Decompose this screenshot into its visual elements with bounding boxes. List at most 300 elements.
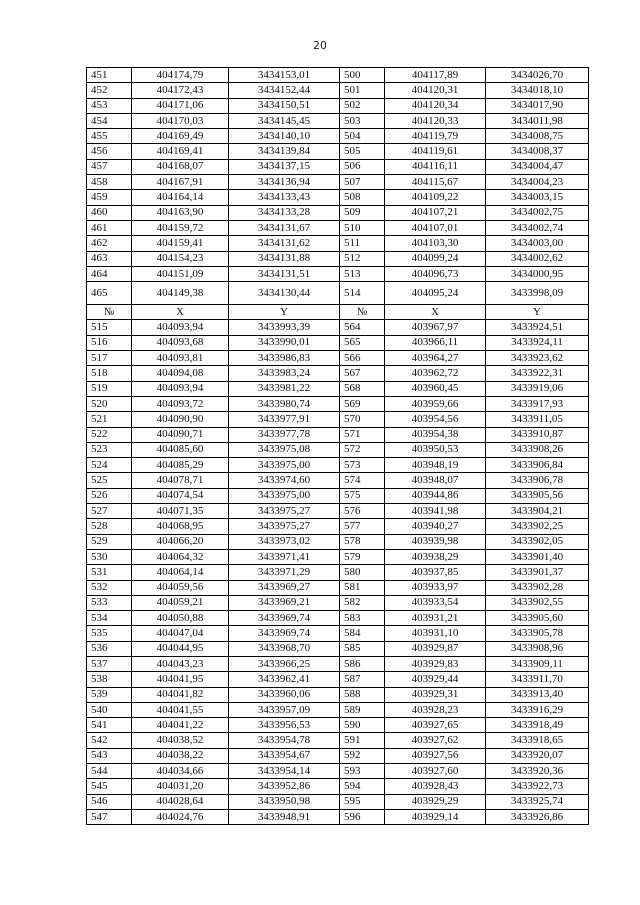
table-cell: 404090,71 xyxy=(132,427,229,442)
table-cell: 594 xyxy=(340,779,385,794)
table-cell: 510 xyxy=(340,220,385,235)
table-cell: 3434004,23 xyxy=(486,175,589,190)
table-cell: 404041,82 xyxy=(132,687,229,702)
table-cell: 3433909,11 xyxy=(486,656,589,671)
table-cell: 577 xyxy=(340,519,385,534)
table-cell: 582 xyxy=(340,595,385,610)
table-row xyxy=(87,366,589,381)
table-cell: 530 xyxy=(87,549,132,564)
table-row xyxy=(87,626,589,641)
table-cell: 404094,08 xyxy=(132,366,229,381)
table-cell: 3434002,75 xyxy=(486,205,589,220)
table-cell: 403927,62 xyxy=(385,733,486,748)
table-cell: 523 xyxy=(87,442,132,457)
table-cell: 533 xyxy=(87,595,132,610)
table-cell: 3434003,00 xyxy=(486,236,589,251)
table-cell: 541 xyxy=(87,718,132,733)
table-cell: 403933,97 xyxy=(385,580,486,595)
table-cell: 404119,61 xyxy=(385,144,486,159)
table-cell: 575 xyxy=(340,488,385,503)
table-cell: 404093,94 xyxy=(132,320,229,335)
table-cell: 404116,11 xyxy=(385,159,486,174)
table-cell: 404050,88 xyxy=(132,611,229,626)
table-cell: 3433975,00 xyxy=(229,458,340,473)
table-cell: 511 xyxy=(340,236,385,251)
table-cell: 404096,73 xyxy=(385,266,486,281)
table-cell: 536 xyxy=(87,641,132,656)
table-cell: 404074,54 xyxy=(132,488,229,503)
header-cell: № xyxy=(340,305,385,320)
table-cell: 452 xyxy=(87,83,132,98)
table-cell: 403948,19 xyxy=(385,458,486,473)
table-cell: 518 xyxy=(87,366,132,381)
table-cell: 404170,03 xyxy=(132,113,229,128)
table-cell: 3433918,49 xyxy=(486,718,589,733)
table-cell: 584 xyxy=(340,626,385,641)
table-cell: 3433916,29 xyxy=(486,702,589,717)
table-cell: 3433962,41 xyxy=(229,672,340,687)
table-cell: 3433990,01 xyxy=(229,335,340,350)
table-row xyxy=(87,442,589,457)
table-row xyxy=(87,794,589,809)
table-cell: 512 xyxy=(340,251,385,266)
table-cell: 453 xyxy=(87,98,132,113)
table-cell: 403929,31 xyxy=(385,687,486,702)
table-row xyxy=(87,351,589,366)
table-cell: 520 xyxy=(87,396,132,411)
table-cell: 3434133,43 xyxy=(229,190,340,205)
table-cell: 3433910,87 xyxy=(486,427,589,442)
table-cell: 3433971,41 xyxy=(229,549,340,564)
table-cell: 404120,33 xyxy=(385,113,486,128)
table-cell: 404103,30 xyxy=(385,236,486,251)
table-cell: 501 xyxy=(340,83,385,98)
table-cell: 404064,14 xyxy=(132,565,229,580)
table-cell: 513 xyxy=(340,266,385,281)
table-cell: 3433905,56 xyxy=(486,488,589,503)
table-cell: 458 xyxy=(87,175,132,190)
table-row xyxy=(87,83,589,98)
table-cell: 529 xyxy=(87,534,132,549)
table-cell: 3433969,74 xyxy=(229,626,340,641)
table-cell: 3433948,91 xyxy=(229,809,340,824)
table-cell: 404109,22 xyxy=(385,190,486,205)
table-row xyxy=(87,129,589,144)
table-cell: 3433908,26 xyxy=(486,442,589,457)
table-cell: 3433975,27 xyxy=(229,504,340,519)
table-cell: 3434000,95 xyxy=(486,266,589,281)
table-cell: 3433981,22 xyxy=(229,381,340,396)
header-cell: X xyxy=(132,305,229,320)
table-cell: 3433975,27 xyxy=(229,519,340,534)
table-row xyxy=(87,672,589,687)
table-cell: 465 xyxy=(87,282,132,305)
table-cell: 542 xyxy=(87,733,132,748)
table-cell: 464 xyxy=(87,266,132,281)
header-cell: X xyxy=(385,305,486,320)
table-cell: 515 xyxy=(87,320,132,335)
table-cell: 3433904,21 xyxy=(486,504,589,519)
table-cell: 403944,86 xyxy=(385,488,486,503)
table-cell: 403928,23 xyxy=(385,702,486,717)
table-cell: 404171,06 xyxy=(132,98,229,113)
table-cell: 531 xyxy=(87,565,132,580)
table-cell: 545 xyxy=(87,779,132,794)
table-cell: 3434139,84 xyxy=(229,144,340,159)
table-cell: 516 xyxy=(87,335,132,350)
table-cell: 460 xyxy=(87,205,132,220)
table-cell: 535 xyxy=(87,626,132,641)
table-cell: 526 xyxy=(87,488,132,503)
header-cell: Y xyxy=(486,305,589,320)
table-cell: 3434008,37 xyxy=(486,144,589,159)
table-cell: 403950,53 xyxy=(385,442,486,457)
table-cell: 404093,81 xyxy=(132,351,229,366)
table-cell: 564 xyxy=(340,320,385,335)
table-cell: 3433919,06 xyxy=(486,381,589,396)
table-cell: 3433902,55 xyxy=(486,595,589,610)
table-cell: 404120,31 xyxy=(385,83,486,98)
table-cell: 3433952,86 xyxy=(229,779,340,794)
table-cell: 3433911,05 xyxy=(486,412,589,427)
table-row xyxy=(87,718,589,733)
table-cell: 508 xyxy=(340,190,385,205)
table-cell: 3433973,02 xyxy=(229,534,340,549)
table-cell: 404031,20 xyxy=(132,779,229,794)
table-cell: 403964,27 xyxy=(385,351,486,366)
table-row xyxy=(87,175,589,190)
table-cell: 3433902,28 xyxy=(486,580,589,595)
table-cell: 404168,07 xyxy=(132,159,229,174)
table-cell: 3434131,62 xyxy=(229,236,340,251)
table-cell: 566 xyxy=(340,351,385,366)
table-cell: 524 xyxy=(87,458,132,473)
table-cell: 571 xyxy=(340,427,385,442)
table-row xyxy=(87,687,589,702)
table-cell: 3433922,31 xyxy=(486,366,589,381)
table-cell: 3433980,74 xyxy=(229,396,340,411)
table-cell: 404038,22 xyxy=(132,748,229,763)
table-cell: 3433986,83 xyxy=(229,351,340,366)
table-cell: 3433920,36 xyxy=(486,764,589,779)
table-cell: 3434018,10 xyxy=(486,83,589,98)
table-cell: 591 xyxy=(340,733,385,748)
table-cell: 404154,23 xyxy=(132,251,229,266)
table-cell: 3433975,00 xyxy=(229,488,340,503)
table-cell: 532 xyxy=(87,580,132,595)
table-cell: 403960,45 xyxy=(385,381,486,396)
table-cell: 404078,71 xyxy=(132,473,229,488)
table-cell: 546 xyxy=(87,794,132,809)
table-cell: 404034,66 xyxy=(132,764,229,779)
table-cell: 586 xyxy=(340,656,385,671)
table-cell: 589 xyxy=(340,702,385,717)
table-row xyxy=(87,473,589,488)
table-cell: 3433923,62 xyxy=(486,351,589,366)
table-row xyxy=(87,702,589,717)
table-cell: 403959,66 xyxy=(385,396,486,411)
table-cell: 3434133,28 xyxy=(229,205,340,220)
table-cell: 3433908,96 xyxy=(486,641,589,656)
table-cell: 504 xyxy=(340,129,385,144)
table-cell: 3433954,78 xyxy=(229,733,340,748)
table-row xyxy=(87,282,589,305)
table-cell: 3433977,78 xyxy=(229,427,340,442)
table-cell: 456 xyxy=(87,144,132,159)
header-cell: Y xyxy=(229,305,340,320)
table-cell: 404093,94 xyxy=(132,381,229,396)
table-cell: 403941,98 xyxy=(385,504,486,519)
table-row xyxy=(87,641,589,656)
table-cell: 3433954,67 xyxy=(229,748,340,763)
table-cell: 517 xyxy=(87,351,132,366)
table-cell: 403939,98 xyxy=(385,534,486,549)
table-cell: 404041,55 xyxy=(132,702,229,717)
table-cell: 572 xyxy=(340,442,385,457)
table-cell: 404163,90 xyxy=(132,205,229,220)
table-cell: 3433950,98 xyxy=(229,794,340,809)
table-cell: 580 xyxy=(340,565,385,580)
table-cell: 587 xyxy=(340,672,385,687)
table-cell: 404085,29 xyxy=(132,458,229,473)
table-cell: 593 xyxy=(340,764,385,779)
table-cell: 3433974,60 xyxy=(229,473,340,488)
table-row xyxy=(87,335,589,350)
table-cell: 543 xyxy=(87,748,132,763)
table-row xyxy=(87,595,589,610)
table-cell: 3433975,08 xyxy=(229,442,340,457)
table-cell: 404047,04 xyxy=(132,626,229,641)
table-cell: 3434152,44 xyxy=(229,83,340,98)
table-cell: 590 xyxy=(340,718,385,733)
table-cell: 534 xyxy=(87,611,132,626)
table-cell: 3434004,47 xyxy=(486,159,589,174)
table-cell: 404041,22 xyxy=(132,718,229,733)
table-cell: 403929,44 xyxy=(385,672,486,687)
table-cell: 3433969,21 xyxy=(229,595,340,610)
table-cell: 3434153,01 xyxy=(229,68,340,83)
table-row xyxy=(87,458,589,473)
table-cell: 596 xyxy=(340,809,385,824)
table-cell: 3434017,90 xyxy=(486,98,589,113)
table-cell: 3434003,15 xyxy=(486,190,589,205)
table-cell: 3433957,09 xyxy=(229,702,340,717)
table-row xyxy=(87,98,589,113)
table-cell: 404041,95 xyxy=(132,672,229,687)
table-row xyxy=(87,534,589,549)
table-row xyxy=(87,565,589,580)
table-cell: 3433902,25 xyxy=(486,519,589,534)
table-cell: 3433924,11 xyxy=(486,335,589,350)
table-cell: 404068,95 xyxy=(132,519,229,534)
table-cell: 3434131,88 xyxy=(229,251,340,266)
table-cell: 404159,72 xyxy=(132,220,229,235)
table-cell: 544 xyxy=(87,764,132,779)
table-cell: 3433960,06 xyxy=(229,687,340,702)
table-cell: 404071,35 xyxy=(132,504,229,519)
table-cell: 404115,67 xyxy=(385,175,486,190)
table-cell: 3433901,37 xyxy=(486,565,589,580)
table-row xyxy=(87,396,589,411)
table-cell: 404044,95 xyxy=(132,641,229,656)
table-row xyxy=(87,68,589,83)
table-cell: 505 xyxy=(340,144,385,159)
table-cell: 565 xyxy=(340,335,385,350)
table-cell: 581 xyxy=(340,580,385,595)
table-cell: 592 xyxy=(340,748,385,763)
table-cell: 528 xyxy=(87,519,132,534)
table-cell: 3434131,51 xyxy=(229,266,340,281)
table-row xyxy=(87,190,589,205)
table-cell: 570 xyxy=(340,412,385,427)
table-cell: 3433917,93 xyxy=(486,396,589,411)
table-cell: 404107,01 xyxy=(385,220,486,235)
coordinates-table xyxy=(86,67,589,825)
table-cell: 404043,23 xyxy=(132,656,229,671)
table-cell: 404028,64 xyxy=(132,794,229,809)
table-cell: 404093,68 xyxy=(132,335,229,350)
table-cell: 514 xyxy=(340,282,385,305)
table-cell: 404169,41 xyxy=(132,144,229,159)
table-row xyxy=(87,412,589,427)
table-row xyxy=(87,266,589,281)
table-cell: 519 xyxy=(87,381,132,396)
table-cell: 404090,90 xyxy=(132,412,229,427)
table-row xyxy=(87,236,589,251)
table-cell: 3433920,07 xyxy=(486,748,589,763)
table-cell: 404085,60 xyxy=(132,442,229,457)
table-cell: 461 xyxy=(87,220,132,235)
table-cell: 404164,14 xyxy=(132,190,229,205)
table-cell: 503 xyxy=(340,113,385,128)
table-cell: 403929,87 xyxy=(385,641,486,656)
table-cell: 3434145,45 xyxy=(229,113,340,128)
table-cell: 527 xyxy=(87,504,132,519)
table-cell: 547 xyxy=(87,809,132,824)
table-row xyxy=(87,320,589,335)
table-cell: 403948,07 xyxy=(385,473,486,488)
table-row xyxy=(87,809,589,824)
table-cell: 3434002,62 xyxy=(486,251,589,266)
table-cell: 404095,24 xyxy=(385,282,486,305)
table-cell: 403966,11 xyxy=(385,335,486,350)
table-row xyxy=(87,251,589,266)
table-row xyxy=(87,488,589,503)
table-cell: 404167,91 xyxy=(132,175,229,190)
table-cell: 455 xyxy=(87,129,132,144)
table-cell: 3433993,39 xyxy=(229,320,340,335)
table-cell: 539 xyxy=(87,687,132,702)
table-cell: 3434136,94 xyxy=(229,175,340,190)
table-row xyxy=(87,779,589,794)
table-cell: 463 xyxy=(87,251,132,266)
table-row xyxy=(87,504,589,519)
table-row xyxy=(87,113,589,128)
table-row xyxy=(87,519,589,534)
table-cell: 538 xyxy=(87,672,132,687)
table-cell: 3433968,70 xyxy=(229,641,340,656)
table-cell: 403931,21 xyxy=(385,611,486,626)
table-cell: 3433969,27 xyxy=(229,580,340,595)
table-cell: 404024,76 xyxy=(132,809,229,824)
table-cell: 569 xyxy=(340,396,385,411)
table-cell: 3433918,65 xyxy=(486,733,589,748)
table-cell: 462 xyxy=(87,236,132,251)
table-cell: 404093,72 xyxy=(132,396,229,411)
table-cell: 573 xyxy=(340,458,385,473)
table-cell: 404059,56 xyxy=(132,580,229,595)
table-cell: 3434137,15 xyxy=(229,159,340,174)
table-row xyxy=(87,220,589,235)
table-cell: 576 xyxy=(340,504,385,519)
table-cell: 403954,38 xyxy=(385,427,486,442)
table-cell: 3433913,40 xyxy=(486,687,589,702)
table-cell: 3433954,14 xyxy=(229,764,340,779)
table-cell: 3433911,70 xyxy=(486,672,589,687)
table-cell: 537 xyxy=(87,656,132,671)
table-cell: 403962,72 xyxy=(385,366,486,381)
table-cell: 404151,09 xyxy=(132,266,229,281)
table-cell: 454 xyxy=(87,113,132,128)
table-cell: 403927,60 xyxy=(385,764,486,779)
table-row xyxy=(87,580,589,595)
table-cell: 403927,56 xyxy=(385,748,486,763)
table-cell: 3433969,74 xyxy=(229,611,340,626)
table-row xyxy=(87,205,589,220)
table-cell: 404059,21 xyxy=(132,595,229,610)
table-cell: 3433906,78 xyxy=(486,473,589,488)
table-cell: 500 xyxy=(340,68,385,83)
table-cell: 521 xyxy=(87,412,132,427)
table-cell: 3433966,25 xyxy=(229,656,340,671)
table-cell: 3433905,60 xyxy=(486,611,589,626)
table-cell: 578 xyxy=(340,534,385,549)
table-cell: 403937,85 xyxy=(385,565,486,580)
table-row xyxy=(87,611,589,626)
table-cell: 3434011,98 xyxy=(486,113,589,128)
table-cell: 403933,54 xyxy=(385,595,486,610)
table-cell: 522 xyxy=(87,427,132,442)
table-cell: 3434002,74 xyxy=(486,220,589,235)
table-cell: 525 xyxy=(87,473,132,488)
table-cell: 404120,34 xyxy=(385,98,486,113)
table-cell: 3433906,84 xyxy=(486,458,589,473)
table-cell: 3433956,53 xyxy=(229,718,340,733)
table-cell: 568 xyxy=(340,381,385,396)
table-cell: 540 xyxy=(87,702,132,717)
table-cell: 404119,79 xyxy=(385,129,486,144)
table-row xyxy=(87,733,589,748)
table-cell: 3433971,29 xyxy=(229,565,340,580)
table-cell: 3434150,51 xyxy=(229,98,340,113)
table-row xyxy=(87,656,589,671)
table-cell: 457 xyxy=(87,159,132,174)
table-row xyxy=(87,549,589,564)
table-cell: 404149,38 xyxy=(132,282,229,305)
table-cell: 404099,24 xyxy=(385,251,486,266)
table-cell: 404064,32 xyxy=(132,549,229,564)
table-cell: 3434026,70 xyxy=(486,68,589,83)
table-cell: 3433924,51 xyxy=(486,320,589,335)
table-cell: 403927,65 xyxy=(385,718,486,733)
table-cell: 506 xyxy=(340,159,385,174)
table-cell: 3433901,40 xyxy=(486,549,589,564)
table-cell: 3434131,67 xyxy=(229,220,340,235)
table-cell: 3433925,74 xyxy=(486,794,589,809)
table-cell: 583 xyxy=(340,611,385,626)
table-cell: 404172,43 xyxy=(132,83,229,98)
table-cell: 404169,49 xyxy=(132,129,229,144)
